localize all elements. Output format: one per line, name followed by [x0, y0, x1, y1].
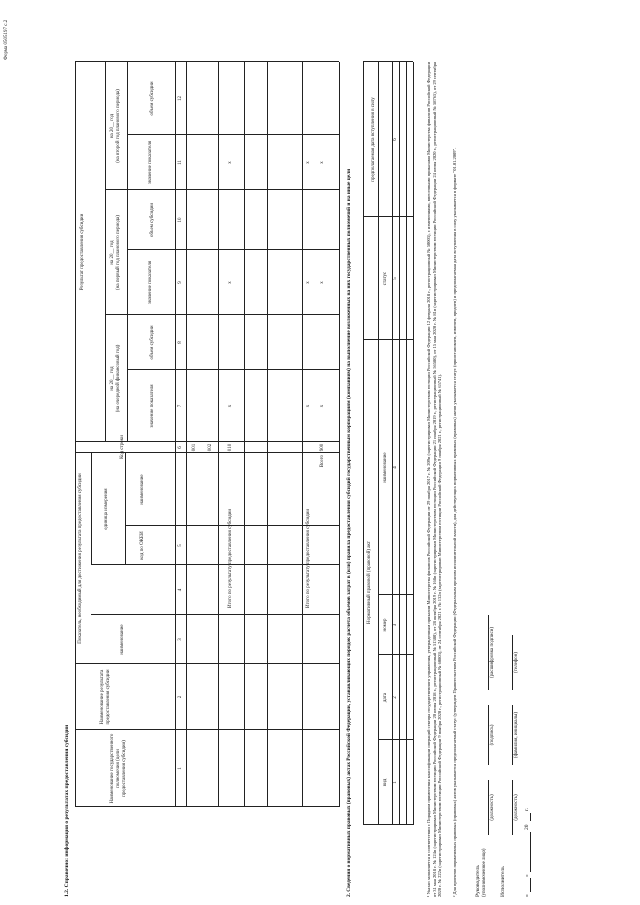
header-code: Код строки	[120, 435, 125, 459]
header-name: Наименование государственного полномочия (цели предоставления субсидии)	[110, 733, 127, 804]
col-num: 3	[178, 638, 183, 641]
date-year: 20	[524, 824, 530, 830]
x-mark: x	[320, 404, 325, 408]
footnote-2: ² Для проектов нормативных правовых (правовых) актов указывается предполагаемый статус (утвержден Правительством Российской Федерации (Федеральным органом исполнительной власти), для действующих нормативных правовых (правовых) актов указывается статус (приостановлен, изменен, продлен) и предполагаемая дата вступления в силу указывается в формате "01.01.2009".	[452, 147, 457, 897]
x-mark: x	[306, 404, 311, 408]
header-year2-sub: (на первый год планового периода)	[116, 215, 121, 290]
header-type: вид	[383, 778, 388, 787]
date-open-quote: «	[524, 894, 530, 897]
header-okei: код по ОКЕИ	[140, 531, 145, 560]
form-code: Форма 0505197 с.2	[4, 19, 9, 60]
x-mark: x	[320, 161, 325, 164]
header-value-1: значение показателя	[150, 384, 155, 428]
x-mark: x	[228, 404, 233, 408]
header-unit: единица измерения	[104, 488, 109, 530]
col-num: 12	[178, 96, 183, 101]
header-status: статус	[383, 271, 388, 286]
header-date: дата	[383, 692, 388, 703]
section-title: 1.2. Справочно: информация о результатах предоставления субсидии	[64, 724, 70, 897]
col-num: 2	[178, 695, 183, 699]
row-code: 001	[192, 443, 197, 452]
head-sub: (уполномоченное лицо)	[482, 848, 487, 897]
col-num: 5	[393, 277, 398, 280]
header-ind-name: наименование	[120, 624, 125, 655]
header-year1: на 20__ год	[110, 366, 115, 391]
footnote-1: ¹ Указан заполняется в соответствии с Порядком применения классификации операций сектора государственного управления, утвержденным приказом Министерства финансов Российской Федерации от 29 ноября 2017 г. № 209н (зарегистрирован Министерством юстиции Российской Федерации 12 февраля 2018 г., регистрационный № 50003), с изменениями, внесенными приказами Министерства финансов Российской Федерации от 31 мая 2018 г. № 124н (зарегистрирован Министерством юстиции Российской Федерации 20 июня 2018 г., регистрационный № 51380), от 28 октября 2019 г. № 168н (зарегистрирован Министерством юстиции Российской Федерации 21 ноября 2019 г., регистрационный № 56580), от 15 мая 2020 г. № 81н (зарегистрирован Министерством юстиции Российской Федерации 24 июня 2020 г., регистрационный № 58765), от 29 сентября 2020 г. № 222н (зарегистрирован Министерством юстиции Российской Федерации 9 ноября 2020 г., регистрационный № 60803), от 24 сентября 2021 г. № 132н (зарегистрирован Министерством юстиции Российской Федерации 9 ноября 2021 г., регистрационный № 65741).	[426, 62, 443, 897]
col-num: 3	[393, 623, 398, 627]
date-close-quote: »	[524, 874, 530, 877]
col-num: 6	[393, 138, 398, 141]
x-mark: x	[306, 161, 311, 164]
row-code: 010	[228, 443, 233, 452]
col-num: 2	[393, 696, 398, 699]
col-num: 4	[178, 588, 183, 592]
col-num: 7	[178, 404, 183, 408]
row-code: 900	[320, 443, 325, 452]
header-result: Результат предоставления субсидии	[80, 213, 85, 291]
col-num: 11	[178, 160, 183, 165]
fio-caption: (фамилия, инициалы)	[514, 711, 519, 759]
header-act-name: наименование	[383, 452, 388, 483]
col-num: 5	[178, 544, 183, 547]
x-mark: x	[306, 281, 311, 284]
x-mark: x	[228, 281, 233, 284]
header-value-3: значение показателя	[148, 140, 153, 185]
header-number: номер	[383, 618, 388, 632]
header-year2: на 20__ год	[110, 240, 115, 265]
col-num: 9	[178, 281, 183, 284]
position-caption: (должность)	[490, 794, 495, 821]
subtotal-label-2: Итого по результату предоставления субсидии	[306, 508, 311, 609]
x-mark: x	[228, 161, 233, 164]
header-result-name: Наименование результата предоставления субсидии	[100, 669, 111, 725]
head-label: Руководитель	[475, 865, 481, 897]
header-act: Нормативный правовой (правовой) акт	[367, 541, 372, 624]
col-num: 6	[178, 446, 183, 449]
x-mark: x	[320, 281, 325, 284]
header-value-2: значение показателя	[148, 260, 153, 305]
phone-caption: (телефон)	[514, 652, 519, 673]
header-year3: на 20__ год	[110, 113, 115, 139]
header-indicators: Показатель, необходимый для достижения результата предоставления субсидии	[78, 473, 83, 644]
col-num: 8	[178, 341, 183, 344]
total-label: Всего	[320, 455, 325, 468]
header-volume-2: объем субсидии	[150, 202, 155, 238]
header-volume-1: объем субсидии	[150, 325, 155, 360]
header-unit-name: наименование	[140, 474, 145, 505]
position-caption-2: (должность)	[514, 794, 519, 821]
signature-caption: (подпись)	[490, 724, 495, 746]
col-num: 10	[178, 217, 183, 223]
header-year3-sub: (на второй год планового периода)	[116, 89, 121, 163]
row-code: 002	[208, 443, 213, 452]
decoding-caption: (расшифровка подписи)	[490, 626, 495, 679]
section2-title: 2. Сведения о нормативных правовых (правовых) актах Российской Федерации, устанавливающих порядок расчета объемов затрат в (или) правила предоставления субсидий государственным корпорациям (компаниям) на выполнение возложенных на них государственных полномочий и на иные цели	[346, 168, 352, 897]
header-year1-sub: (на очередной финансовый год)	[116, 344, 121, 413]
executor-label: Исполнитель	[500, 866, 506, 897]
col-num: 1	[178, 767, 183, 770]
header-status-date: предполагаемая дата вступления в силу	[371, 97, 376, 182]
date-g: г.	[524, 807, 530, 811]
col-num: 1	[393, 781, 398, 784]
subtotal-label: Итого по результату предоставления субсидии	[228, 508, 233, 609]
col-num: 4	[393, 466, 398, 469]
header-volume-3: объем субсидии	[150, 81, 155, 116]
